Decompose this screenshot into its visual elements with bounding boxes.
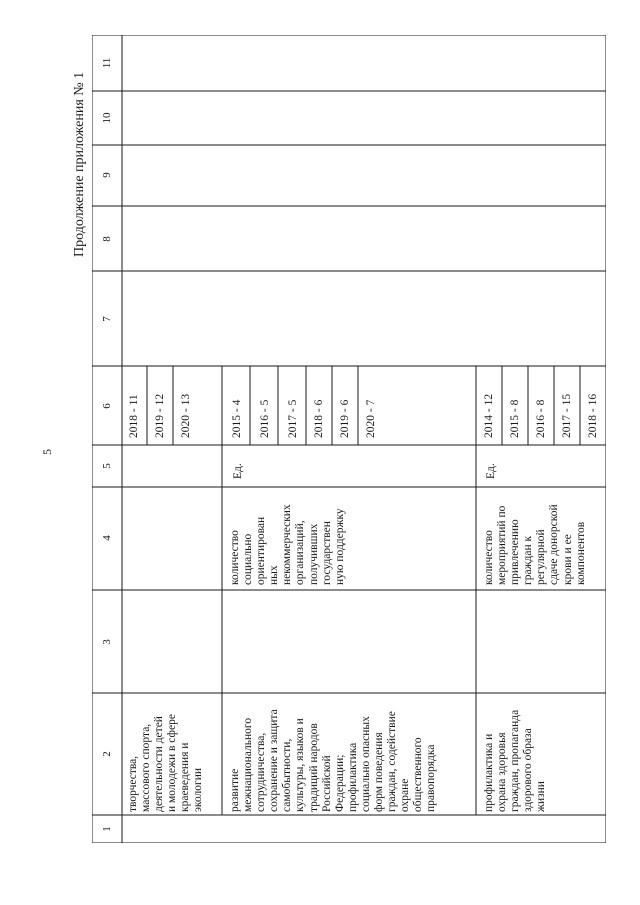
col-number-6: 6: [101, 403, 113, 409]
row-1-col6-value: 2018 - 11: [128, 394, 140, 438]
row-3-col2: профилактика и охрана здоровья граждан, пропаганда здорового образа жизни: [483, 709, 548, 812]
row-2-col5-unit: Ед.: [232, 463, 244, 479]
col-number-3: 3: [101, 639, 113, 645]
row-2-col4: количество социально ориентирован ных некоммерческих организаций, получивших государствен ную поддержку: [229, 504, 346, 585]
row-2-col6-value: 2015 - 4: [231, 399, 243, 438]
row-3-col5-unit: Ед.: [485, 463, 497, 479]
row-2-col2: развитие межнационального сотрудничества, сохранение и защита самобытности, культуры, языков и традиций народов Российской Федерации; профилактика социально опасных форм поведения граждан, содействие охране общественного правопорядка: [229, 709, 438, 812]
row-3-col6-value: 2014 - 12: [483, 393, 495, 438]
col-number-5: 5: [101, 463, 113, 469]
page-number: 5: [40, 449, 54, 455]
row-2-col6-value: 2019 - 6: [339, 399, 351, 438]
row-3-col6-value: 2016 - 8: [535, 399, 547, 438]
data-table: [92, 35, 606, 843]
col-number-2: 2: [101, 751, 113, 757]
col-number-4: 4: [101, 535, 113, 541]
row-3-col6-value: 2017 - 15: [561, 393, 573, 438]
col-number-11: 11: [101, 57, 113, 69]
row-1-col2: творчества, массового спорта, деятельности детей и молодежи в сфере краеведения и экологии: [127, 714, 205, 812]
row-1-col6-value: 2019 - 12: [154, 393, 166, 438]
row-3-col6-value: 2018 - 16: [587, 393, 599, 438]
row-2-col6-value: 2020 - 7: [365, 399, 377, 438]
page-caption: Продолжение приложения № 1: [72, 71, 87, 257]
row-2-col6-value: 2016 - 5: [259, 399, 271, 438]
col-number-7: 7: [101, 316, 113, 322]
row-3-col4: количество мероприятий по привлечению граждан к регулярной сдаче донорской крови и ее компонентов: [483, 504, 587, 585]
row-1-col6-value: 2020 - 13: [180, 393, 192, 438]
row-2-col6-value: 2017 - 5: [287, 399, 299, 438]
col-number-9: 9: [101, 172, 113, 178]
row-3-col6-value: 2015 - 8: [509, 399, 521, 438]
col-number-8: 8: [101, 236, 113, 242]
row-2-col6-value: 2018 - 6: [313, 399, 325, 438]
col-number-10: 10: [101, 112, 113, 124]
col-number-1: 1: [101, 826, 113, 832]
